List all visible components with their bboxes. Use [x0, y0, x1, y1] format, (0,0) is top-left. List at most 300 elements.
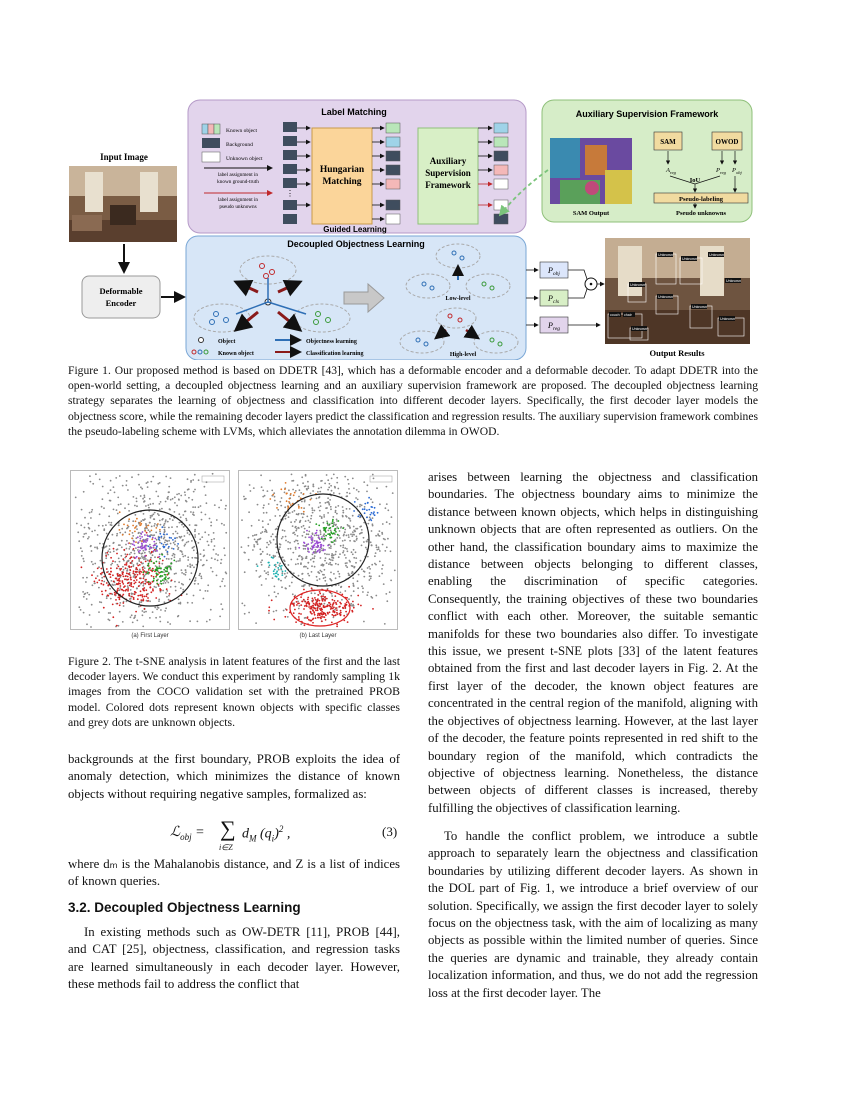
- tsne-dot: [308, 604, 310, 606]
- tsne-dot: [252, 535, 254, 537]
- tsne-dot: [192, 479, 194, 481]
- tsne-dot: [144, 518, 146, 520]
- tsne-dot: [323, 516, 325, 518]
- tsne-dot: [176, 537, 178, 539]
- tsne-dot: [82, 558, 84, 560]
- tsne-dot: [257, 504, 259, 506]
- dol-legend-known: Known object: [218, 351, 254, 357]
- tsne-dot: [303, 608, 305, 610]
- tsne-dot: [139, 601, 141, 603]
- tsne-dot: [312, 618, 314, 620]
- tsne-dot: [146, 595, 148, 597]
- tsne-dot: [92, 563, 94, 565]
- tsne-dot: [330, 559, 332, 561]
- tsne-dot: [130, 543, 132, 545]
- tsne-dot: [179, 550, 181, 552]
- tsne-dot: [307, 487, 309, 489]
- tsne-dot: [147, 600, 149, 602]
- tsne-dot: [311, 587, 313, 589]
- tsne-dot: [328, 547, 330, 549]
- tsne-dot: [284, 530, 286, 532]
- tsne-dot: [118, 579, 120, 581]
- fig2-sub-b: (b) Last Layer: [299, 633, 337, 639]
- tsne-dot: [159, 503, 161, 505]
- tsne-dot: [143, 611, 145, 613]
- tsne-dot: [175, 573, 177, 575]
- tsne-dot: [167, 554, 169, 556]
- tsne-dot: [319, 552, 321, 554]
- tsne-dot: [361, 504, 363, 506]
- tsne-dot: [295, 547, 297, 549]
- tsne-dot: [275, 543, 277, 545]
- tsne-dot: [288, 506, 290, 508]
- tsne-dot: [303, 507, 305, 509]
- tsne-dot: [266, 512, 268, 514]
- tsne-dot: [139, 524, 141, 526]
- tsne-dot: [317, 614, 319, 616]
- tsne-dot: [222, 578, 224, 580]
- tsne-dot: [312, 490, 314, 492]
- tsne-dot: [319, 604, 321, 606]
- tsne-dot: [297, 535, 299, 537]
- tsne-dot: [152, 476, 154, 478]
- tsne-dot: [140, 561, 142, 563]
- tsne-dot: [126, 562, 128, 564]
- tsne-dot: [351, 610, 353, 612]
- tsne-dot: [174, 511, 176, 513]
- tsne-dot: [352, 531, 354, 533]
- left-para-2: In existing methods such as OW-DETR [11], PROB [44], and CAT [25], objectness, classification, and regression tasks are learned simultaneously in each decoder layer. However, these methods fail to address the conflict that: [68, 925, 400, 992]
- tsne-dot: [89, 475, 91, 477]
- tsne-dot: [385, 593, 387, 595]
- tsne-dot: [336, 477, 338, 479]
- tsne-dot: [346, 562, 348, 564]
- p-reg-base: P: [548, 321, 553, 330]
- tsne-dot: [368, 497, 370, 499]
- tsne-dot: [94, 547, 96, 549]
- tsne-dot: [116, 567, 118, 569]
- tsne-dot: [144, 567, 146, 569]
- tsne-dot: [102, 486, 104, 488]
- tsne-dot: [353, 549, 355, 551]
- tsne-dot: [86, 577, 88, 579]
- tsne-dot: [105, 590, 107, 592]
- tsne-dot: [118, 566, 120, 568]
- tsne-dot: [167, 496, 169, 498]
- tsne-dot: [331, 622, 333, 624]
- tsne-dot: [98, 579, 100, 581]
- tsne-dot: [358, 574, 360, 576]
- tsne-dot: [137, 536, 139, 538]
- tsne-dot: [135, 547, 137, 549]
- tsne-dot: [337, 488, 339, 490]
- tsne-dot: [179, 558, 181, 560]
- tsne-dot: [123, 605, 125, 607]
- tsne-dot: [352, 565, 354, 567]
- tsne-dot: [119, 597, 121, 599]
- tsne-dot: [308, 531, 310, 533]
- tsne-dot: [321, 611, 323, 613]
- tsne-dot: [351, 551, 353, 553]
- tsne-dot: [285, 482, 287, 484]
- tsne-dot: [97, 575, 99, 577]
- tsne-dot: [221, 523, 223, 525]
- tsne-dot: [142, 610, 144, 612]
- tsne-dot: [356, 536, 358, 538]
- tsne-dot: [248, 537, 250, 539]
- tsne-dot: [330, 545, 332, 547]
- out-tag-0: Unknown: [658, 253, 673, 257]
- tsne-dot: [137, 547, 139, 549]
- tsne-dot: [298, 608, 300, 610]
- tsne-dot: [369, 572, 371, 574]
- tsne-dot: [151, 530, 153, 532]
- tsne-dot: [305, 545, 307, 547]
- tsne-dot: [150, 559, 152, 561]
- tsne-dot: [280, 580, 282, 582]
- tsne-dot: [275, 596, 277, 598]
- tsne-dot: [122, 581, 124, 583]
- tsne-dot: [156, 561, 158, 563]
- tsne-dot: [298, 496, 300, 498]
- tsne-dot: [88, 594, 90, 596]
- tsne-dot: [329, 562, 331, 564]
- tsne-dot: [342, 540, 344, 542]
- tsne-dot: [190, 511, 192, 513]
- tsne-dot: [282, 529, 284, 531]
- tsne-dot: [153, 562, 155, 564]
- tsne-dot: [313, 552, 315, 554]
- tsne-dot: [279, 515, 281, 517]
- tsne-dot: [307, 562, 309, 564]
- tsne-dot: [169, 623, 171, 625]
- tsne-dot: [303, 525, 305, 527]
- tsne-dot: [91, 531, 93, 533]
- tsne-dot: [295, 548, 297, 550]
- tsne-dot: [160, 580, 162, 582]
- tsne-dot: [164, 556, 166, 558]
- tsne-dot: [77, 531, 79, 533]
- tsne-dot: [119, 529, 121, 531]
- tsne-dot: [78, 606, 80, 608]
- tsne-dot: [201, 577, 203, 579]
- tsne-dot: [136, 620, 138, 622]
- tsne-dot: [313, 603, 315, 605]
- tsne-dot: [105, 524, 107, 526]
- tsne-dot: [327, 489, 329, 491]
- tsne-dot: [142, 588, 144, 590]
- tsne-dot: [126, 528, 128, 530]
- tsne-dot: [92, 483, 94, 485]
- tsne-dot: [324, 483, 326, 485]
- tsne-dot: [268, 544, 270, 546]
- tsne-dot: [315, 617, 317, 619]
- tsne-dot: [260, 561, 262, 563]
- tsne-dot: [192, 506, 194, 508]
- tsne-dot: [159, 531, 161, 533]
- tsne-dot: [132, 543, 134, 545]
- tsne-dot: [141, 540, 143, 542]
- tsne-dot: [114, 492, 116, 494]
- tsne-dot: [148, 507, 150, 509]
- tsne-dot: [379, 550, 381, 552]
- tsne-dot: [312, 598, 314, 600]
- legend-gt-2: known ground-truth: [217, 179, 259, 185]
- tsne-dot: [137, 598, 139, 600]
- tsne-dot: [303, 531, 305, 533]
- tsne-dot: [275, 575, 277, 577]
- tsne-dot: [176, 545, 178, 547]
- tsne-dot: [179, 536, 181, 538]
- tsne-dot: [83, 560, 85, 562]
- tsne-dot: [262, 526, 264, 528]
- tsne-dot: [139, 569, 141, 571]
- out-tag-2: Unknown: [709, 253, 724, 257]
- tsne-dot: [144, 530, 146, 532]
- tsne-dot: [244, 605, 246, 607]
- tsne-dot: [140, 486, 142, 488]
- tsne-dot: [315, 599, 317, 601]
- tsne-dot: [372, 474, 374, 476]
- tsne-dot: [121, 589, 123, 591]
- tsne-dot: [112, 534, 114, 536]
- tsne-dot: [161, 543, 163, 545]
- tsne-dot: [311, 592, 313, 594]
- tsne-dot: [303, 585, 305, 587]
- tsne-dot: [141, 545, 143, 547]
- tsne-dot: [330, 506, 332, 508]
- tsne-dot: [206, 502, 208, 504]
- tsne-dot: [165, 501, 167, 503]
- tsne-dot: [129, 595, 131, 597]
- tsne-dot: [294, 510, 296, 512]
- tsne-dot: [340, 612, 342, 614]
- tsne-dot: [273, 539, 275, 541]
- tsne-dot: [331, 595, 333, 597]
- tsne-dot: [315, 610, 317, 612]
- tsne-dot: [300, 492, 302, 494]
- tsne-dot: [319, 547, 321, 549]
- tsne-dot: [328, 502, 330, 504]
- tsne-dot: [369, 568, 371, 570]
- tsne-dot: [117, 603, 119, 605]
- tsne-dot: [352, 572, 354, 574]
- tsne-dot: [155, 597, 157, 599]
- tsne-dot: [157, 495, 159, 497]
- tsne-dot: [168, 595, 170, 597]
- tsne-dot: [223, 547, 225, 549]
- tsne-dot: [367, 523, 369, 525]
- tsne-dot: [146, 573, 148, 575]
- tsne-dot: [384, 550, 386, 552]
- tsne-dot: [378, 546, 380, 548]
- tsne-dot: [123, 586, 125, 588]
- tsne-dot: [361, 585, 363, 587]
- tsne-dot: [204, 531, 206, 533]
- tsne-dot: [294, 541, 296, 543]
- tsne-dot: [136, 579, 138, 581]
- tsne-dot: [285, 576, 287, 578]
- tsne-dot: [148, 584, 150, 586]
- tsne-dot: [178, 498, 180, 500]
- tsne-dot: [375, 544, 377, 546]
- tsne-dot: [152, 554, 154, 556]
- tsne-dot: [262, 490, 264, 492]
- tsne-dot: [261, 564, 263, 566]
- tsne-dot: [176, 526, 178, 528]
- tsne-dot: [318, 507, 320, 509]
- tsne-dot: [187, 565, 189, 567]
- tsne-dot: [193, 512, 195, 514]
- tsne-dot: [150, 481, 152, 483]
- tsne-dot: [250, 490, 252, 492]
- tsne-dot: [337, 564, 339, 566]
- tsne-dot: [130, 566, 132, 568]
- tsne-dot: [301, 585, 303, 587]
- fig2-sub-a: (a) First Layer: [131, 633, 169, 639]
- tsne-dot: [225, 508, 227, 510]
- tsne-dot: [216, 519, 218, 521]
- tsne-dot: [84, 517, 86, 519]
- tsne-dot: [308, 536, 310, 538]
- tsne-dot: [133, 570, 135, 572]
- tsne-dot: [308, 551, 310, 553]
- tsne-dot: [165, 592, 167, 594]
- tsne-dot: [302, 517, 304, 519]
- tsne-dot: [159, 565, 161, 567]
- tsne-dot: [329, 578, 331, 580]
- tsne-dot: [148, 525, 150, 527]
- tsne-dot: [132, 560, 134, 562]
- tsne-dot: [153, 576, 155, 578]
- tsne-dot: [91, 550, 93, 552]
- tsne-dot: [122, 485, 124, 487]
- tsne-dot: [176, 505, 178, 507]
- tsne-dot: [314, 540, 316, 542]
- tsne-dot: [346, 602, 348, 604]
- tsne-dot: [200, 559, 202, 561]
- tsne-dot: [344, 590, 346, 592]
- tsne-dot: [297, 484, 299, 486]
- tsne-dot: [101, 591, 103, 593]
- tsne-dot: [284, 492, 286, 494]
- tsne-dot: [135, 514, 137, 516]
- tsne-dot: [112, 560, 114, 562]
- tsne-dot: [217, 554, 219, 556]
- tsne-dot: [312, 557, 314, 559]
- tsne-dot: [125, 556, 127, 558]
- tsne-dot: [293, 494, 295, 496]
- input-image: [69, 166, 177, 242]
- tsne-dot: [335, 524, 337, 526]
- tsne-dot: [85, 581, 87, 583]
- tsne-dot: [392, 492, 394, 494]
- tsne-dot: [187, 559, 189, 561]
- tsne-dot: [335, 551, 337, 553]
- tsne-dot: [168, 540, 170, 542]
- tsne-dot: [193, 549, 195, 551]
- tsne-dot: [311, 613, 313, 615]
- tsne-dot: [137, 549, 139, 551]
- tsne-last-layer: [238, 470, 398, 630]
- tsne-dot: [334, 528, 336, 530]
- tsne-dot: [169, 593, 171, 595]
- tsne-dot: [113, 581, 115, 583]
- tsne-dot: [194, 583, 196, 585]
- tsne-dot: [321, 544, 323, 546]
- tsne-dot: [262, 531, 264, 533]
- tsne-dot: [303, 599, 305, 601]
- tsne-dot: [203, 549, 205, 551]
- tsne-dot: [319, 549, 321, 551]
- tsne-dot: [283, 610, 285, 612]
- tsne-dot: [324, 577, 326, 579]
- tsne-dot: [339, 553, 341, 555]
- tsne-dot: [266, 553, 268, 555]
- tsne-dot: [145, 579, 147, 581]
- tsne-dot: [143, 513, 145, 515]
- tsne-dot: [335, 506, 337, 508]
- tsne-dot: [164, 601, 166, 603]
- tsne-dot: [167, 498, 169, 500]
- tsne-dot: [293, 480, 295, 482]
- tsne-dot: [281, 574, 283, 576]
- tsne-dot: [126, 548, 128, 550]
- tsne-dot: [254, 534, 256, 536]
- tsne-dot: [185, 569, 187, 571]
- tsne-dot: [140, 594, 142, 596]
- tsne-dot: [151, 547, 153, 549]
- tsne-dot: [165, 519, 167, 521]
- tsne-dot: [142, 557, 144, 559]
- tsne-dot: [367, 592, 369, 594]
- tsne-dot: [110, 564, 112, 566]
- tsne-dot: [199, 538, 201, 540]
- equation-3: ℒ$_{obj}$ = ∑ i∈Z $d_M$ $(q_i)^2$ , (3): [170, 816, 398, 852]
- tsne-dot: [344, 539, 346, 541]
- tsne-dot: [180, 602, 182, 604]
- tsne-dot: [130, 589, 132, 591]
- tsne-dot: [259, 548, 261, 550]
- tsne-dot: [104, 562, 106, 564]
- tsne-dot: [272, 577, 274, 579]
- tsne-dot: [194, 524, 196, 526]
- tsne-dot: [106, 545, 108, 547]
- tsne-dot: [361, 532, 363, 534]
- tsne-dot: [323, 593, 325, 595]
- tsne-dot: [339, 493, 341, 495]
- tsne-dot: [134, 593, 136, 595]
- tsne-dot: [144, 545, 146, 547]
- tsne-dot: [122, 558, 124, 560]
- tsne-dot: [164, 574, 166, 576]
- tsne-dot: [90, 626, 92, 628]
- tsne-dot: [327, 522, 329, 524]
- tsne-dot: [328, 554, 330, 556]
- tsne-dot: [307, 568, 309, 570]
- tsne-dot: [373, 511, 375, 513]
- tsne-dot: [136, 563, 138, 565]
- tsne-dot: [299, 521, 301, 523]
- tsne-dot: [298, 575, 300, 577]
- tsne-dot: [300, 623, 302, 625]
- tsne-dot: [109, 551, 111, 553]
- tsne-dot: [375, 535, 377, 537]
- tsne-dot: [348, 534, 350, 536]
- tsne-dot: [109, 574, 111, 576]
- tsne-dot: [186, 501, 188, 503]
- tsne-dot: [131, 537, 133, 539]
